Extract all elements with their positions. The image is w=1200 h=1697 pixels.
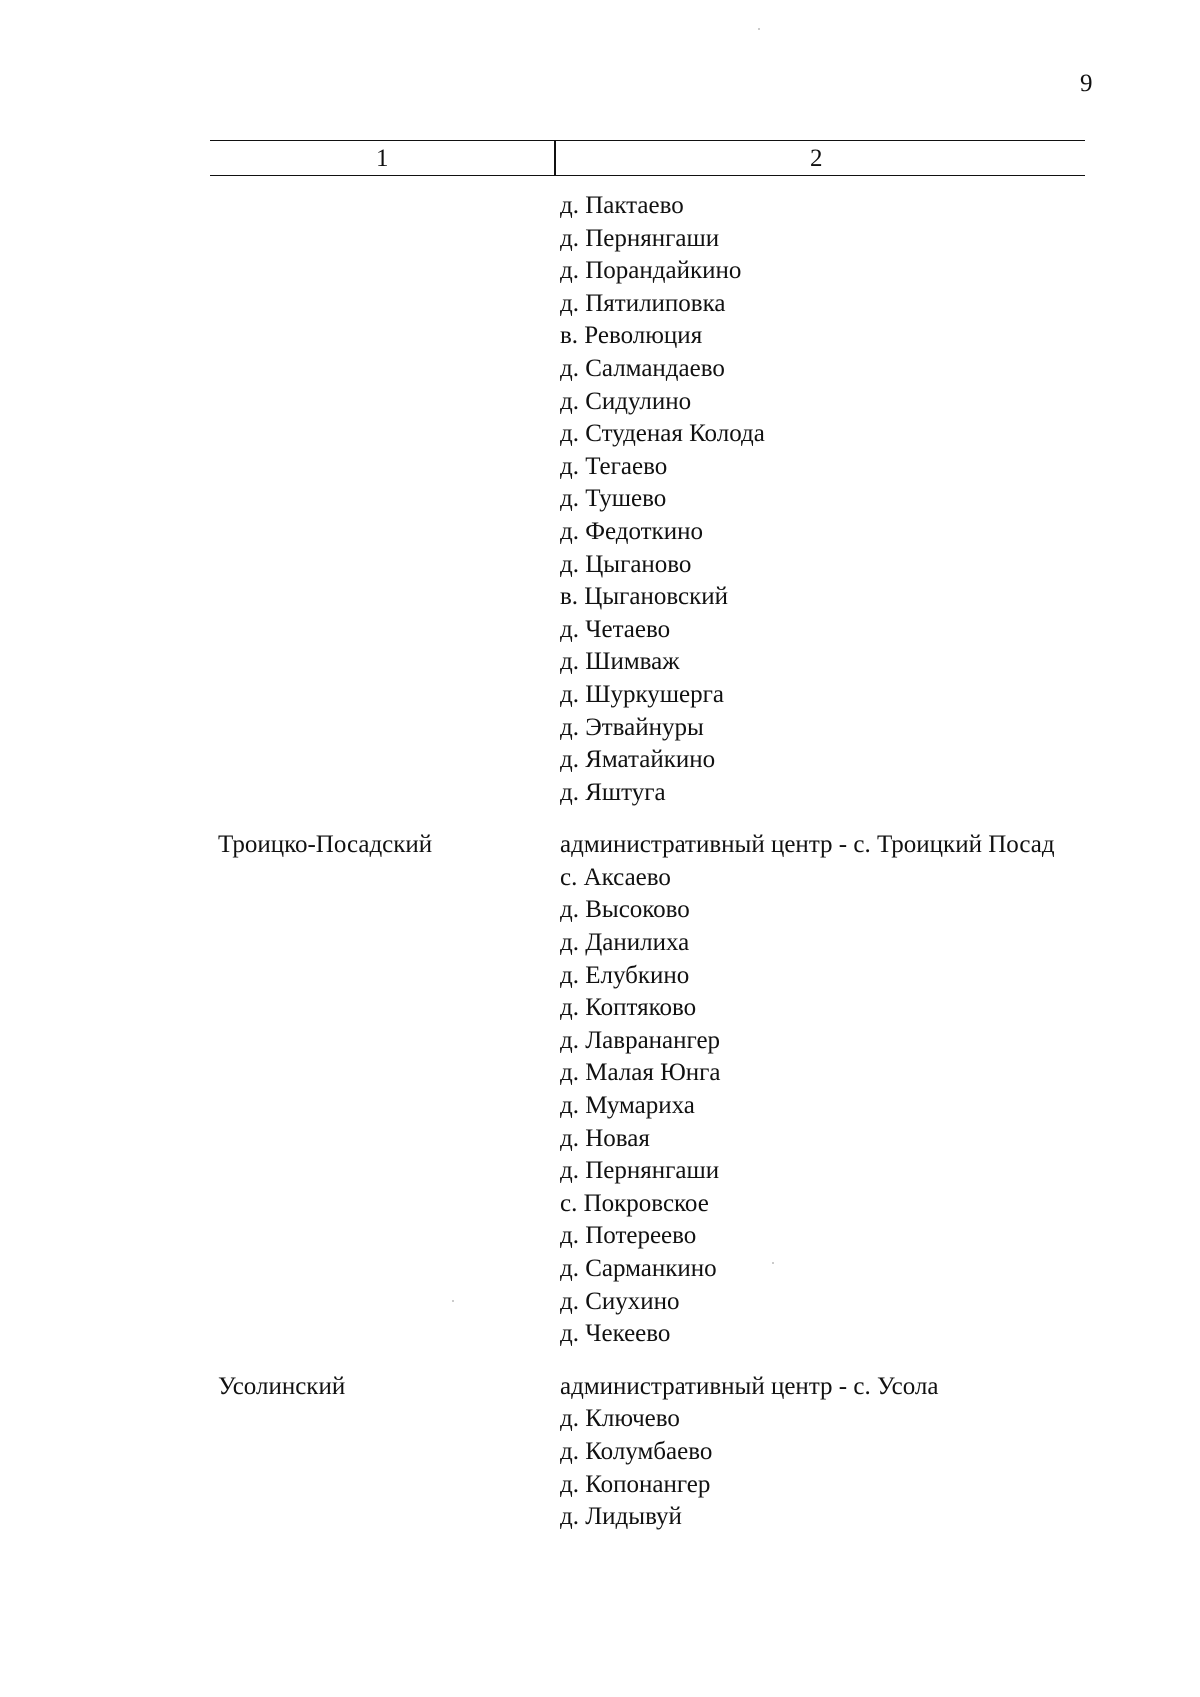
scan-speck — [772, 1262, 774, 1264]
settlement-item: с. Аксаево — [560, 863, 671, 891]
settlement-item: д. Пятилиповка — [560, 289, 726, 317]
district-name: Троицко-Посадский — [218, 831, 433, 859]
settlement-list — [560, 829, 1060, 1351]
settlement-item: д. Пернянгаши — [560, 1157, 720, 1185]
settlement-item: д. Пактаево — [560, 192, 684, 219]
settlement-item: д. Пернянгаши — [560, 224, 720, 252]
page-number: 9 — [1080, 70, 1093, 97]
table-header — [210, 140, 1085, 176]
settlement-item: с. Покровское — [560, 1189, 709, 1217]
district-name: Усолинский — [218, 1372, 346, 1400]
settlement-item: д. Колумбаево — [560, 1437, 713, 1465]
settlement-item: д. Шимваж — [560, 648, 680, 676]
settlement-list — [560, 190, 1060, 809]
settlement-item: д. Салмандаево — [560, 354, 725, 382]
settlement-item: д. Шуркушерга — [560, 680, 724, 708]
settlement-list — [560, 1371, 1060, 1534]
settlement-item: д. Этвайнуры — [560, 713, 704, 741]
settlement-item: административный центр - с. Троицкий Посад — [560, 831, 1055, 859]
settlement-item: д. Сиухино — [560, 1287, 680, 1315]
settlement-item: д. Копонангер — [560, 1470, 711, 1498]
column-divider — [554, 141, 556, 175]
table-row — [210, 829, 1085, 1351]
settlement-item: д. Высоково — [560, 896, 690, 924]
settlement-item: д. Данилиха — [560, 929, 690, 957]
scan-speck — [758, 28, 760, 30]
settlement-item: д. Федоткино — [560, 517, 703, 545]
settlement-item: д. Яматайкино — [560, 746, 716, 774]
table-row — [210, 1371, 1085, 1534]
settlement-item: д. Сидулино — [560, 387, 692, 415]
table-body — [210, 190, 1085, 1534]
column-header-2: 2 — [810, 145, 823, 172]
table-row — [210, 190, 1085, 809]
scan-speck — [452, 1300, 454, 1302]
settlement-item: д. Яштуга — [560, 778, 666, 806]
settlement-item: д. Сарманкино — [560, 1255, 717, 1282]
settlement-item: д. Цыганово — [560, 550, 692, 578]
settlement-item: д. Чекеево — [560, 1320, 671, 1348]
settlement-item: д. Порандайкино — [560, 257, 742, 285]
settlement-item: д. Потереево — [560, 1222, 697, 1250]
settlement-item: д. Елубкино — [560, 961, 690, 989]
settlement-item: д. Коптяково — [560, 994, 697, 1022]
settlement-item: в. Революция — [560, 322, 703, 350]
settlement-item: д. Студеная Колода — [560, 420, 765, 448]
settlement-item: административный центр - с. Усола — [560, 1372, 939, 1400]
settlement-item: д. Тегаево — [560, 452, 668, 480]
settlement-item: в. Цыгановский — [560, 583, 729, 611]
settlement-item: д. Четаево — [560, 615, 671, 643]
settlement-item: д. Малая Юнга — [560, 1059, 721, 1087]
column-header-1: 1 — [376, 145, 389, 172]
settlement-item: д. Новая — [560, 1124, 650, 1152]
settlement-item: д. Ключево — [560, 1405, 680, 1433]
settlement-item: д. Мумариха — [560, 1092, 695, 1120]
settlement-item: д. Лавранангер — [560, 1026, 721, 1054]
settlement-item: д. Лидывуй — [560, 1503, 682, 1531]
settlement-item: д. Тушево — [560, 485, 667, 513]
settlements-table — [210, 140, 1085, 1534]
